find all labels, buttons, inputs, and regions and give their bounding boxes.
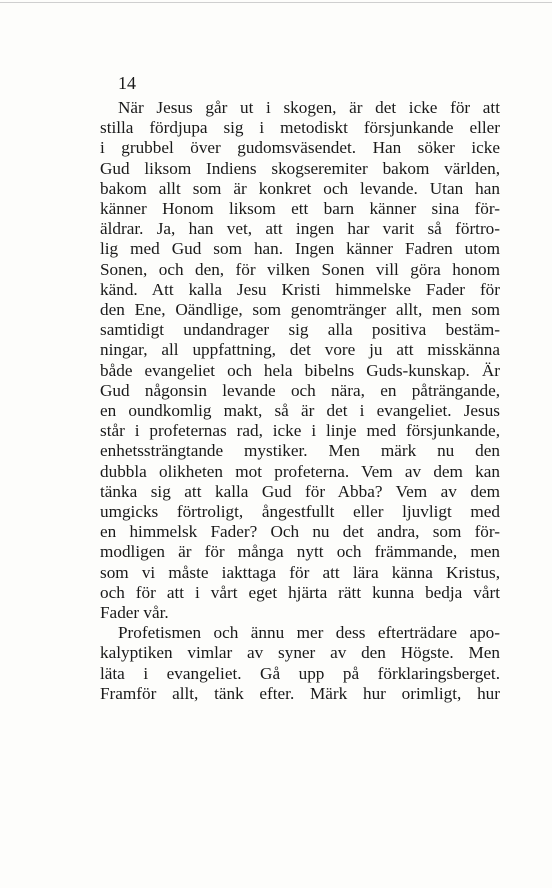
text-line: känner Honom liksom ett barn känner sina för- (100, 199, 500, 219)
text-line: läta i evangeliet. Gå upp på förklaringsberget. (100, 663, 500, 683)
text-line: bakom allt som är konkret och levande. Utan han (100, 178, 500, 198)
text-line: den Ene, Oändlige, som genomtränger allt, men som (100, 300, 500, 320)
text-line: Profetismen och ännu mer dess efterträdare apo- (118, 623, 500, 643)
text-line: en himmelsk Fader? Och nu det andra, som för- (100, 522, 500, 542)
text-line: både evangeliet och hela bibelns Guds-kunskap. Är (100, 360, 500, 380)
text-line: Framför allt, tänk efter. Märk hur orimligt, hur (100, 683, 500, 703)
text-line: och för att i vårt eget hjärta rätt kunna bedja vårt (100, 582, 500, 602)
text-line: samtidigt undandrager sig alla positiva bestäm- (100, 320, 500, 340)
text-line: lig med Gud som han. Ingen känner Fadren utom (100, 239, 500, 259)
text-line: tänka sig att kalla Gud för Abba? Vem av dem (100, 481, 500, 501)
text-line: Gud liksom Indiens skogseremiter bakom världen, (100, 158, 500, 178)
text-line: äldrar. Ja, han vet, att ingen har varit så förtro- (100, 219, 500, 239)
text-line: ningar, all uppfattning, det vore ju att misskänna (100, 340, 500, 360)
text-line: enhetssträngtande mystiker. Men märk nu den (100, 441, 500, 461)
text-line: som vi måste iakttaga för att lära känna Kristus, (100, 562, 500, 582)
paragraph-1 (100, 98, 500, 623)
text-line: Gud någonsin levande och nära, en påträngande, (100, 380, 500, 400)
text-line: står i profeternas rad, icke i linje med försjunkande, (100, 421, 500, 441)
text-line: en oundkomlig makt, så är det i evangeliet. Jesus (100, 401, 500, 421)
text-line: Fader vår. (100, 603, 169, 623)
text-line: umgicks förtroligt, ångestfullt eller ljuvligt med (100, 502, 500, 522)
text-line: modligen är för många nytt och främmande, men (100, 542, 500, 562)
page-top-edge (0, 2, 552, 3)
book-page (100, 72, 500, 704)
text-line: känd. Att kalla Jesu Kristi himmelske Fader för (100, 279, 500, 299)
text-line: i grubbel över gudomsväsendet. Han söker icke (100, 138, 500, 158)
text-line: dubbla olikheten mot profeterna. Vem av dem kan (100, 461, 500, 481)
page-number: 14 (118, 73, 136, 93)
text-line: kalyptiken vimlar av syner av den Högste. Men (100, 643, 500, 663)
text-line: När Jesus går ut i skogen, är det icke för att (118, 98, 500, 117)
text-line: stilla fördjupa sig i metodiskt försjunkande eller (100, 118, 500, 138)
paragraph-2 (100, 623, 500, 704)
text-line: Sonen, och den, för vilken Sonen vill göra honom (100, 259, 500, 279)
